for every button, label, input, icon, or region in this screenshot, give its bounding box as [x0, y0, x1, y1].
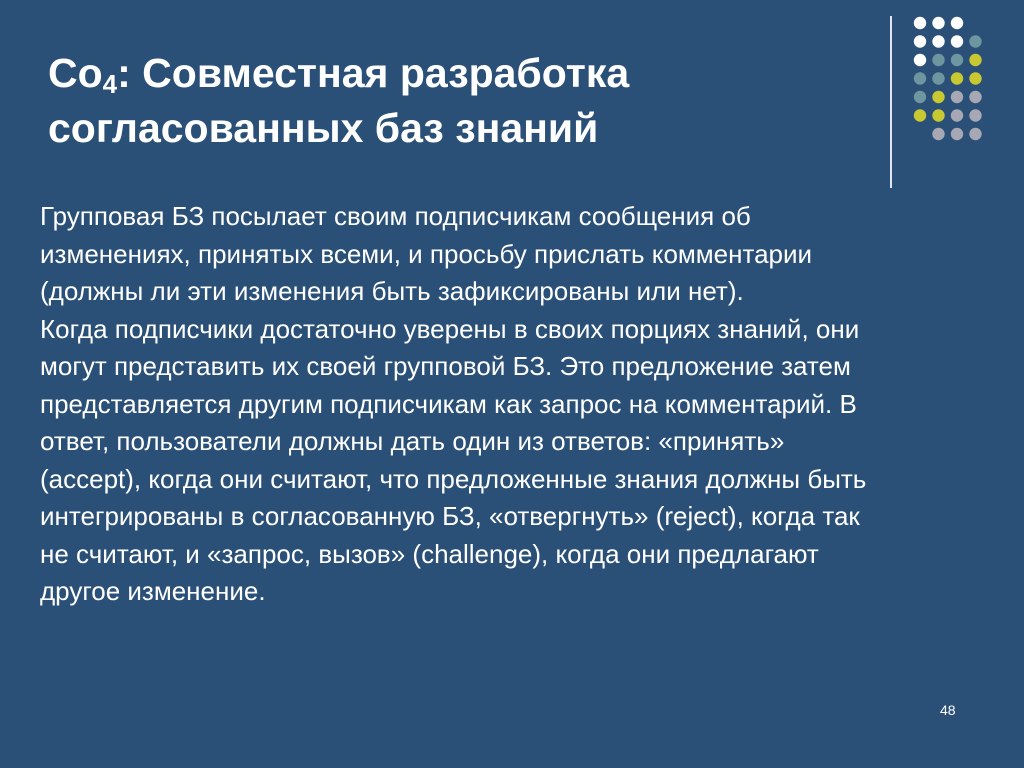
- vertical-divider: [890, 16, 892, 188]
- slide-body: [40, 198, 870, 611]
- decorative-dot: [914, 35, 926, 47]
- decorative-dot: [914, 91, 926, 103]
- decorative-dot: [951, 91, 963, 103]
- title-subscript: 4: [102, 69, 118, 99]
- decorative-dot: [951, 72, 963, 84]
- decorative-dot: [932, 17, 944, 29]
- decorative-dot: [932, 91, 944, 103]
- decorative-dot: [951, 17, 963, 29]
- decorative-dot: [932, 72, 944, 84]
- decorative-dot: [969, 72, 981, 84]
- decorative-dot: [969, 128, 981, 140]
- decorative-dot: [914, 109, 926, 121]
- decorative-dot: [932, 54, 944, 66]
- decorative-dot: [951, 54, 963, 66]
- body-paragraph-1: Групповая БЗ посылает своим подписчикам сообщения об изменениях, принятых всеми, и просьбу прислать комментарии (должны ли эти изменения быть зафиксированы или нет).: [40, 201, 813, 306]
- title-prefix: Co: [48, 50, 103, 96]
- title-text: : Совместная разработка согласованных баз знаний: [48, 50, 630, 151]
- decorative-dot: [951, 35, 963, 47]
- slide-title: [48, 46, 848, 156]
- decorative-dot: [914, 72, 926, 84]
- decorative-dot: [914, 17, 926, 29]
- decorative-dot: [969, 35, 981, 47]
- decorative-dot: [969, 91, 981, 103]
- decorative-dot: [951, 109, 963, 121]
- page-number: 48: [940, 702, 956, 718]
- decorative-dot: [914, 54, 926, 66]
- decorative-dot: [951, 128, 963, 140]
- decorative-dot: [932, 109, 944, 121]
- body-paragraph-2: Когда подписчики достаточно уверены в своих порциях знаний, они могут представить их своей групповой БЗ. Это предложение затем представляется другим подписчикам как запрос на комментарий. В ответ, пользователи должны дать один из ответов: «принять» (accept), когда они считают, что предложенные знания должны быть интегрированы в согласованную БЗ, «отвергнуть» (reject), когда так не считают, и «запрос, вызов» (challenge), когда они предлагают другое изменение.: [40, 313, 867, 606]
- decorative-dot: [969, 109, 981, 121]
- decorative-dot: [932, 35, 944, 47]
- decorative-dot: [969, 54, 981, 66]
- decorative-dot: [932, 128, 944, 140]
